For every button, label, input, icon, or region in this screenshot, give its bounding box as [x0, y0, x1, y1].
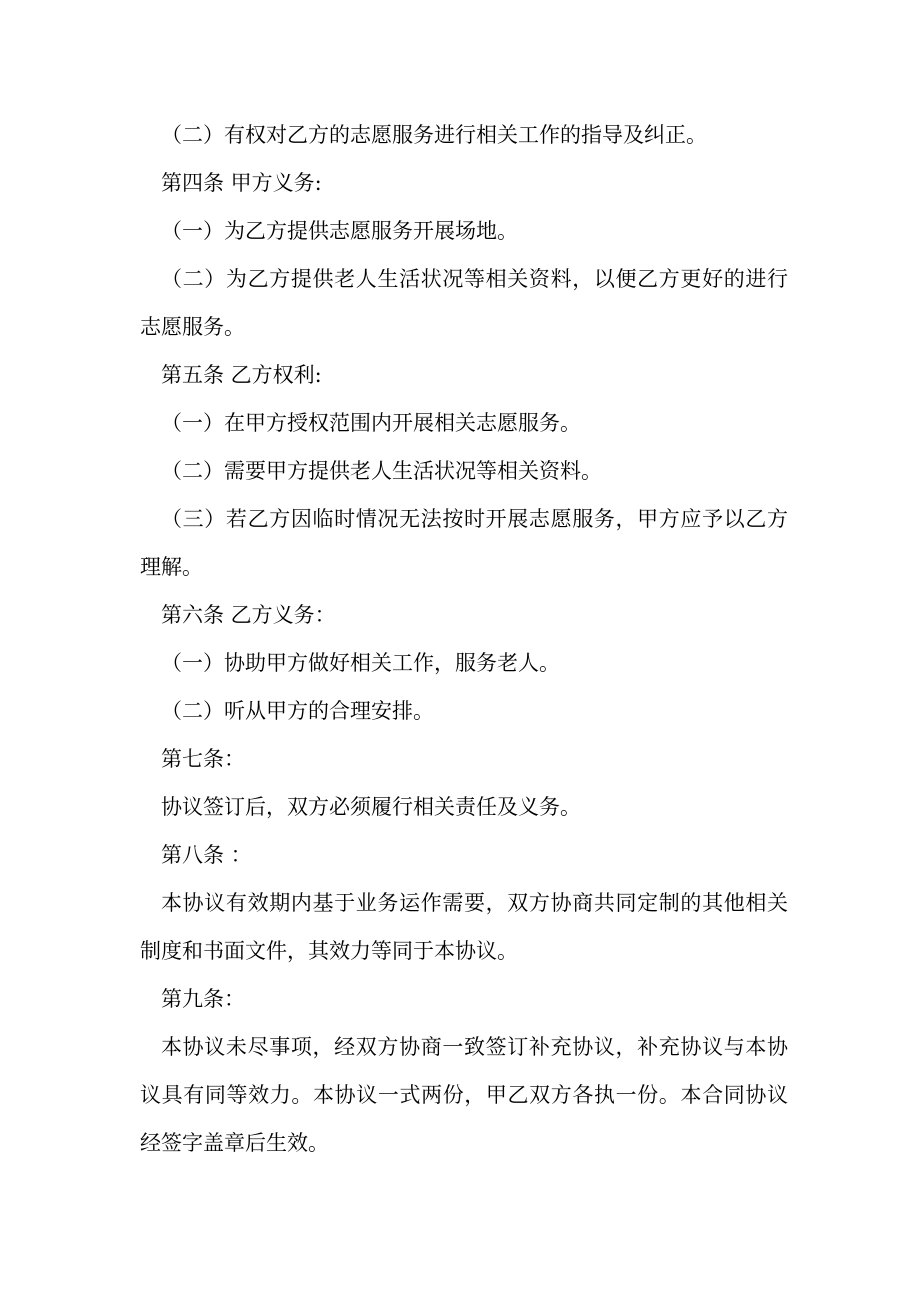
- heading-article-8: 第八条 ：: [161, 843, 252, 867]
- paragraph-clause-5-item-3: （三）若乙方因临时情况无法按时开展志愿服务，甲方应予以乙方理解。: [140, 507, 788, 579]
- heading-article-9: 第九条：: [161, 987, 245, 1011]
- paragraph-article-8-body: 本协议有效期内基于业务运作需要，双方协商共同定制的其他相关制度和书面文件，其效力等同于本协议。: [140, 891, 788, 963]
- paragraph-clause-3-item-2: （二）有权对乙方的志愿服务进行相关工作的指导及纠正。: [161, 123, 707, 147]
- paragraph-clause-4-item-2: （二）为乙方提供老人生活状况等相关资料，以便乙方更好的进行志愿服务。: [140, 267, 788, 339]
- paragraph-clause-6-item-1: （一）协助甲方做好相关工作，服务老人。: [161, 651, 560, 675]
- document-body: [140, 111, 788, 1167]
- heading-article-7: 第七条：: [161, 747, 245, 771]
- paragraph-clause-6-item-2: （二）听从甲方的合理安排。: [161, 699, 434, 723]
- paragraph-clause-5-item-1: （一）在甲方授权范围内开展相关志愿服务。: [161, 411, 581, 435]
- heading-article-4: 第四条 甲方义务:: [161, 171, 322, 195]
- paragraph-article-7-body: 协议签订后，双方必须履行相关责任及义务。: [161, 795, 581, 819]
- paragraph-article-9-body: 本协议未尽事项，经双方协商一致签订补充协议，补充协议与本协议具有同等效力。本协议一式两份，甲乙双方各执一份。本合同协议经签字盖章后生效。: [140, 1035, 788, 1155]
- heading-article-5: 第五条 乙方权利:: [161, 363, 322, 387]
- paragraph-clause-4-item-1: （一）为乙方提供志愿服务开展场地。: [161, 219, 518, 243]
- paragraph-clause-5-item-2: （二）需要甲方提供老人生活状况等相关资料。: [161, 459, 602, 483]
- heading-article-6: 第六条 乙方义务：: [161, 603, 336, 627]
